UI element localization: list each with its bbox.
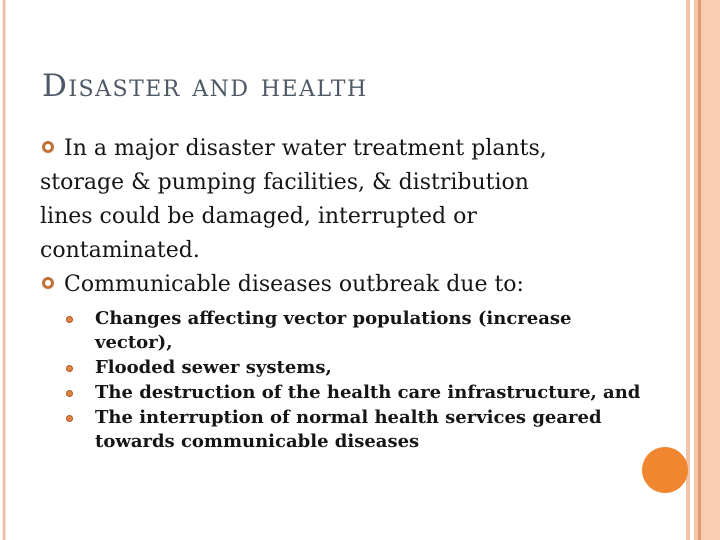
sub-bullet-item (40, 381, 670, 405)
left-edge-stripe (2, 0, 6, 540)
sub-bullet-lines (95, 307, 571, 355)
sub-bullet-dot-icon (66, 365, 73, 372)
sub-bullet-dot-icon (66, 316, 73, 323)
sub-bullet-lines (95, 381, 640, 405)
sub-bullet-text: The interruption of normal health services geared (95, 407, 602, 428)
sub-bullet-dot-icon (66, 415, 73, 422)
bullet-line (40, 132, 670, 166)
sub-bullet-text: The destruction of the health care infrastructure, and (95, 382, 641, 403)
sub-bullet-item (40, 356, 670, 380)
sub-bullet-lines (95, 406, 602, 454)
slide-body (40, 132, 670, 455)
sub-bullet-item (40, 406, 670, 454)
bullet-line: lines could be damaged, interrupted or (40, 204, 477, 229)
right-band-stripe (694, 0, 720, 540)
sub-bullet-list (40, 307, 670, 454)
sub-bullet-item (40, 307, 670, 355)
bullet-item (40, 132, 670, 268)
bullet-line: contaminated. (40, 238, 200, 263)
bullet-line (40, 268, 670, 302)
bullet-line: storage & pumping facilities, & distribution (40, 170, 529, 195)
sub-bullet-text: vector), (95, 332, 173, 353)
bullet-text: Communicable diseases outbreak due to: (64, 272, 524, 297)
sub-bullet-dot-icon (66, 390, 73, 397)
bullet-item (40, 268, 670, 302)
sub-bullet-text: Flooded sewer systems, (95, 357, 332, 378)
bullet-ring-icon (42, 277, 54, 289)
slide-title: Disaster and health (42, 68, 368, 104)
bullet-text: In a major disaster water treatment plants, (64, 136, 547, 161)
right-thin-stripe (686, 0, 690, 540)
sub-bullet-text: Changes affecting vector populations (increase (95, 308, 572, 329)
sub-bullet-lines (95, 356, 332, 380)
bullet-ring-icon (42, 141, 54, 153)
sub-bullet-text: towards communicable diseases (95, 431, 420, 452)
